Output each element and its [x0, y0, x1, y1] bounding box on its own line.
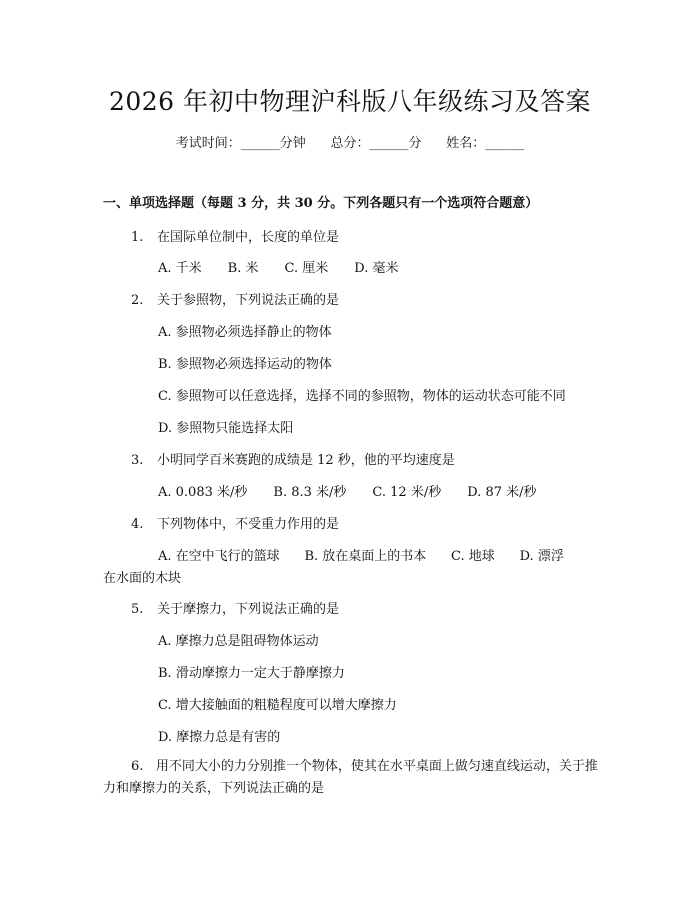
option-a: A. 参照物必须选择静止的物体	[158, 325, 332, 340]
question-4-options: A. 在空中飞行的篮球 B. 放在桌面上的书本 C. 地球 D. 漂浮	[158, 549, 564, 564]
option-a: A. 千米	[158, 261, 202, 276]
question-1-options	[158, 257, 398, 276]
question-3	[131, 449, 455, 468]
question-5	[131, 598, 339, 617]
question-2	[131, 289, 339, 308]
question-3-options	[158, 481, 537, 500]
option-c: C. 增大接触面的粗糙程度可以增大摩擦力	[158, 698, 397, 713]
option-d: D. 87 米/秒	[467, 485, 537, 500]
option-b: B. 滑动摩擦力一定大于静摩擦力	[158, 666, 345, 681]
question-number: 6.	[131, 759, 144, 774]
question-text: 小明同学百米赛跑的成绩是 12 秒，他的平均速度是	[157, 453, 455, 468]
question-number: 1.	[131, 230, 144, 245]
question-6	[103, 756, 603, 800]
option-c: C. 厘米	[284, 261, 329, 276]
option-b: B. 8.3 米/秒	[273, 485, 347, 500]
question-text: 关于摩擦力，下列说法正确的是	[157, 602, 340, 617]
document-title: 2026 年初中物理沪科版八年级练习及答案	[108, 87, 592, 116]
exam-info-line: 考试时间：______分钟 总分：______分 姓名：______	[175, 136, 525, 151]
question-number: 4.	[131, 517, 144, 532]
section-heading: 一、单项选择题（每题 3 分，共 30 分。下列各题只有一个选项符合题意）	[103, 196, 539, 211]
question-number: 2.	[131, 293, 144, 308]
option-c: C. 参照物可以任意选择，选择不同的参照物，物体的运动状态可能不同	[158, 389, 566, 404]
option-a: A. 摩擦力总是阻碍物体运动	[158, 634, 319, 649]
option-b: B. 参照物必须选择运动的物体	[158, 357, 332, 372]
question-text: 在国际单位制中，长度的单位是	[157, 230, 340, 245]
option-c: C. 12 米/秒	[372, 485, 442, 500]
question-text: 关于参照物，下列说法正确的是	[157, 293, 340, 308]
question-4-options-continued: 在水面的木块	[103, 571, 182, 586]
option-d: D. 摩擦力总是有害的	[158, 730, 281, 745]
question-4	[131, 513, 339, 532]
question-number: 3.	[131, 453, 144, 468]
question-text: 下列物体中，不受重力作用的是	[157, 517, 340, 532]
question-text: 用不同大小的力分别推一个物体，使其在水平桌面上做匀速直线运动，关于推力和摩擦力的关系，下列说法正确的是	[103, 759, 598, 796]
option-a: A. 0.083 米/秒	[158, 485, 248, 500]
question-number: 5.	[131, 602, 144, 617]
option-d: D. 参照物只能选择太阳	[158, 421, 294, 436]
option-d: D. 毫米	[354, 261, 399, 276]
question-1	[131, 226, 339, 245]
option-b: B. 米	[227, 261, 259, 276]
